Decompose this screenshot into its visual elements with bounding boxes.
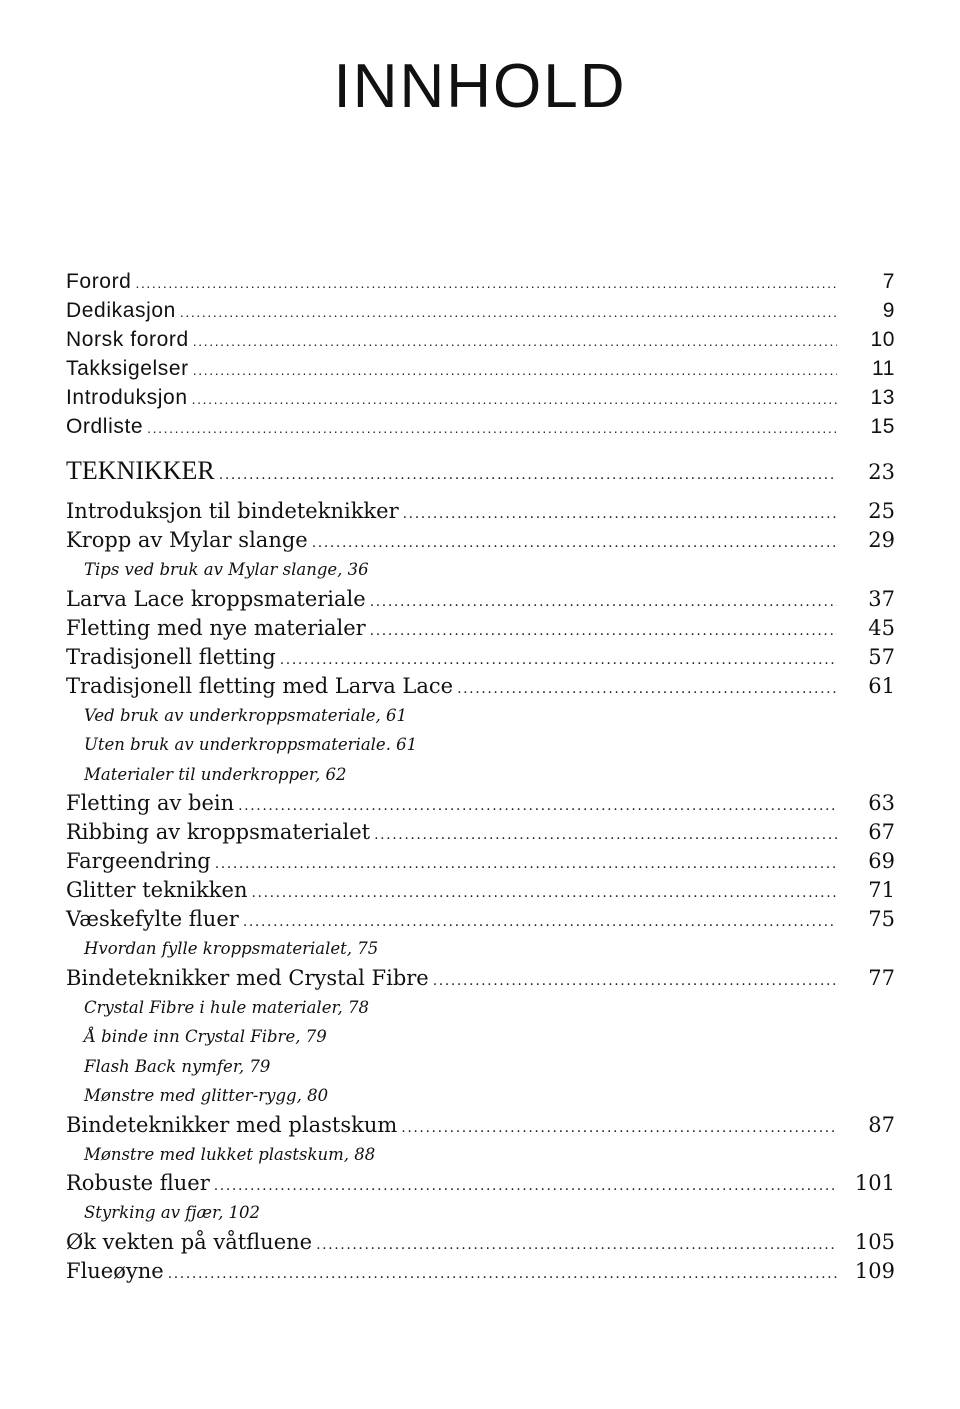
dot-leader (192, 385, 837, 414)
toc-page-number: 29 (868, 528, 895, 552)
dot-leader (251, 879, 837, 908)
toc-page-number: 23 (868, 460, 895, 484)
dot-leader (316, 1231, 837, 1260)
toc-entry-label: Introduksjon (66, 386, 188, 409)
dot-leader (433, 967, 837, 996)
toc-entry-introduksjon[interactable] (66, 383, 895, 412)
toc-subentry-label: Tips ved bruk av Mylar slange, 36 (84, 560, 369, 579)
toc-page-number: 13 (870, 386, 895, 409)
dot-leader (214, 1172, 837, 1201)
toc-entry-label: Flueøyne (66, 1258, 164, 1283)
toc-entry[interactable] (66, 614, 895, 643)
toc-subentry[interactable] (66, 1022, 895, 1052)
toc-entry-label: Bindeteknikker med plastskum (66, 1112, 398, 1137)
toc-page-number: 105 (854, 1229, 895, 1254)
toc-entry-label: Dedikasjon (66, 299, 176, 322)
toc-entry-label: Fletting av bein (66, 791, 235, 815)
dot-leader (243, 908, 837, 937)
toc-subentry-label: Hvordan fylle kroppsmaterialet, 75 (84, 939, 379, 958)
toc-entry[interactable] (66, 643, 895, 672)
toc-subentry-label: Flash Back nymfer, 79 (84, 1056, 271, 1076)
toc-entry-dedikasjon[interactable] (66, 296, 895, 325)
toc-entry-label: Larva Lace kroppsmateriale (66, 586, 366, 611)
toc-page-number: 25 (868, 499, 895, 523)
toc-entry-label: Bindeteknikker med Crystal Fibre (66, 965, 429, 990)
page-title: INNHOLD (333, 52, 627, 121)
toc-entry[interactable] (66, 585, 895, 614)
toc-entry-label: Norsk forord (66, 328, 189, 351)
toc-subentry[interactable] (66, 934, 895, 964)
dot-leader (238, 792, 837, 821)
toc-page-number: 57 (868, 644, 895, 669)
dot-leader (457, 675, 837, 704)
toc-entry-label: Øk vekten på våtfluene (66, 1229, 313, 1254)
toc-entry[interactable] (66, 1257, 895, 1286)
toc-entry-label: Ordliste (66, 415, 144, 438)
toc-entry-label: Robuste fluer (66, 1171, 210, 1195)
dot-leader (401, 1114, 837, 1143)
toc-section-label: TEKNIKKER (66, 456, 215, 485)
toc-page-number: 61 (868, 673, 895, 698)
toc-entry[interactable] (66, 672, 895, 701)
toc-entry-label: Væskefylte fluer (66, 907, 239, 931)
toc-entry-norsk-forord[interactable] (66, 325, 895, 354)
toc-subentry[interactable] (66, 1198, 895, 1228)
toc-subentry-label: Ved bruk av underkroppsmateriale, 61 (84, 705, 407, 725)
toc-page-number: 77 (868, 965, 895, 990)
toc-subentry-label: Mønstre med lukket plastskum, 88 (84, 1144, 376, 1164)
toc-entry[interactable] (66, 964, 895, 993)
toc-page-number: 87 (868, 1112, 895, 1137)
toc-subentry[interactable] (66, 760, 895, 790)
dot-leader (193, 327, 837, 356)
toc-entry-label: Kropp av Mylar slange (66, 528, 308, 552)
dot-leader (180, 298, 837, 327)
toc-entry-label: Forord (66, 270, 132, 293)
dot-leader (147, 414, 837, 443)
toc-subentry[interactable] (66, 1052, 895, 1082)
toc-page-number: 37 (868, 586, 895, 611)
dot-leader (219, 449, 837, 501)
toc-entry-label: Tradisjonell fletting (66, 644, 276, 669)
toc-entry-label: Takksigelser (66, 357, 189, 380)
toc-entry-takksigelser[interactable] (66, 354, 895, 383)
toc-subentry-label: Uten bruk av underkroppsmateriale. 61 (84, 735, 418, 754)
toc-page-number: 109 (854, 1258, 895, 1283)
toc-entry[interactable] (66, 1228, 895, 1257)
dot-leader (370, 617, 837, 646)
toc-entry-label: Introduksjon til bindeteknikker (66, 499, 399, 523)
dot-leader (374, 821, 837, 850)
toc-page-number: 7 (882, 270, 895, 293)
dot-leader (215, 850, 837, 879)
toc-page-number: 9 (882, 299, 895, 322)
toc-subentry[interactable] (66, 993, 895, 1023)
toc-entry-forord[interactable] (66, 267, 895, 296)
toc-entry[interactable] (66, 497, 895, 526)
toc-subentry-label: Mønstre med glitter-rygg, 80 (84, 1086, 329, 1105)
dot-leader (193, 356, 837, 385)
toc-entry[interactable] (66, 526, 895, 555)
toc-page-number: 63 (868, 791, 895, 815)
table-of-contents (66, 267, 895, 1286)
toc-entry-label: Fletting med nye materialer (66, 615, 366, 640)
toc-page-number: 75 (868, 907, 895, 931)
toc-entry-label: Fargeendring (66, 849, 211, 873)
toc-page-number: 10 (870, 328, 895, 351)
dot-leader (370, 588, 837, 617)
dot-leader (312, 529, 837, 558)
toc-subentry[interactable] (66, 555, 895, 585)
toc-entry[interactable] (66, 905, 895, 934)
toc-page-number: 101 (854, 1171, 895, 1195)
toc-entry[interactable] (66, 1111, 895, 1140)
toc-entry-label: Tradisjonell fletting med Larva Lace (66, 673, 454, 698)
toc-subentry-label: Å binde inn Crystal Fibre, 79 (84, 1027, 327, 1046)
toc-subentry[interactable] (66, 1140, 895, 1170)
toc-entry-ordliste[interactable] (66, 412, 895, 441)
toc-page-number: 45 (868, 615, 895, 640)
dot-leader (135, 269, 837, 298)
toc-page-number: 69 (868, 849, 895, 873)
dot-leader (168, 1260, 837, 1289)
toc-entry[interactable] (66, 847, 895, 876)
toc-subentry-label: Materialer til underkropper, 62 (84, 764, 347, 784)
toc-page-number: 71 (868, 878, 895, 902)
toc-entry[interactable] (66, 876, 895, 905)
toc-entry[interactable] (66, 1169, 895, 1198)
toc-entry[interactable] (66, 818, 895, 847)
toc-section-teknikker[interactable] (66, 445, 895, 497)
toc-subentry-label: Crystal Fibre i hule materialer, 78 (84, 997, 370, 1017)
toc-subentry[interactable] (66, 701, 895, 731)
toc-page-number: 15 (870, 415, 895, 438)
toc-entry-label: Glitter teknikken (66, 878, 248, 902)
toc-entry-label: Ribbing av kroppsmaterialet (66, 820, 371, 844)
toc-subentry[interactable] (66, 1081, 895, 1111)
dot-leader (280, 646, 837, 675)
dot-leader (403, 500, 837, 529)
toc-page-number: 11 (872, 357, 895, 380)
toc-page-number: 67 (868, 820, 895, 844)
toc-subentry-label: Styrking av fjær, 102 (84, 1203, 261, 1222)
toc-entry[interactable] (66, 789, 895, 818)
toc-subentry[interactable] (66, 730, 895, 760)
